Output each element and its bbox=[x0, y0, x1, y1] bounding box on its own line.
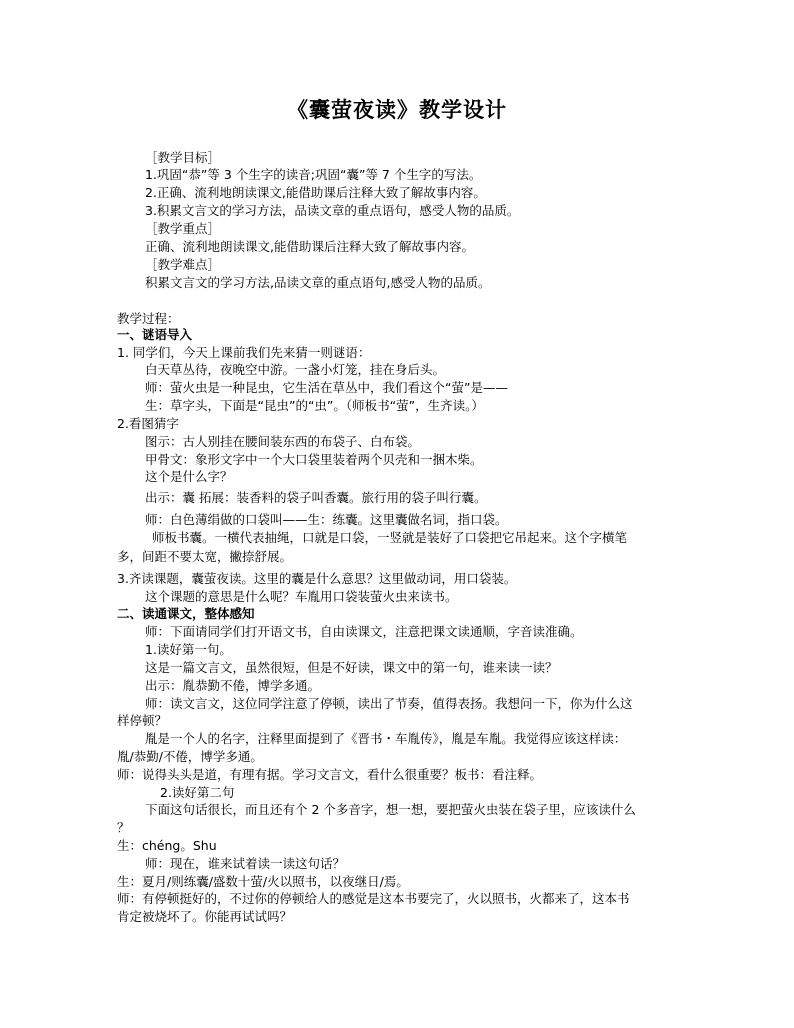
body-line: 师：说得头头是道，有理有据。学习文言文，看什么很重要？板书：看注释。 bbox=[117, 767, 543, 782]
objective-line-3: 3.积累文言文的学习方法，品读文章的重点语句，感受人物的品质。 bbox=[145, 203, 520, 218]
section-heading-riddle: 一、谜语导入 bbox=[117, 327, 193, 342]
body-line: 生：夏月/则练囊/盛数十萤/火以照书，以夜继日/焉。 bbox=[117, 874, 409, 889]
body-line: 这是一篇文言文，虽然很短，但是不好读，课文中的第一句，谁来读一读？ bbox=[145, 660, 558, 675]
body-line: 下面这句话很长，而且还有个 2 个多音字，想一想，要把萤火虫装在袋子里，应该读什么 bbox=[145, 802, 636, 817]
body-line: 师：白色薄绢做的口袋叫——生：练囊。这里囊做名词，指口袋。 bbox=[145, 512, 508, 527]
body-line: 胤是一个人的名字，注释里面提到了《晋书・车胤传》，胤是车胤。我觉得应该这样读： bbox=[145, 731, 627, 746]
body-line: 出示：囊 拓展：装香料的袋子叫香囊。旅行用的袋子叫行囊。 bbox=[145, 490, 487, 505]
body-line: 这个课题的意思是什么呢？车胤用口袋装萤火虫来读书。 bbox=[145, 589, 458, 604]
body-line: 师：萤火虫是一种昆虫，它生活在草丛中，我们看这个“萤”是—— bbox=[145, 380, 508, 395]
body-line: 3.齐读课题，囊萤夜读。这里的囊是什么意思？这里做动词，用口袋装。 bbox=[117, 571, 517, 586]
body-line: ？ bbox=[117, 820, 130, 835]
section-label-focus: ［教学重点］ bbox=[145, 221, 221, 236]
objective-line-1: 1.巩固“恭”等 3 个生字的读音;巩固“囊”等 7 个生字的写法。 bbox=[145, 167, 482, 182]
body-line: 肯定被烧坏了。你能再试试吗？ bbox=[117, 909, 293, 924]
body-line: 1. 同学们，今天上课前我们先来猜一则谜语： bbox=[117, 345, 371, 360]
body-line: 出示：胤恭勤不倦，博学多通。 bbox=[145, 678, 321, 693]
body-line: 生：草字头，下面是“昆虫”的“虫”。（师板书“萤”，生齐读。） bbox=[145, 398, 484, 413]
body-line: 图示：古人别挂在腰间装东西的布袋子、白布袋。 bbox=[145, 434, 421, 449]
objective-line-2: 2.正确、流利地朗读课文,能借助课后注释大致了解故事内容。 bbox=[145, 185, 486, 200]
body-line: 师：下面请同学们打开语文书，自由读课文，注意把课文读通顺，字音读准确。 bbox=[145, 624, 583, 639]
difficulty-line: 积累文言文的学习方法,品读文章的重点语句,感受人物的品质。 bbox=[145, 275, 491, 290]
process-heading: 教学过程： bbox=[117, 311, 180, 326]
body-line: 甲骨文：象形文字中一个大口袋里装着两个贝壳和一捆木柴。 bbox=[145, 452, 483, 467]
body-line: 胤/恭勤/不倦，博学多通。 bbox=[117, 749, 263, 764]
body-line: 师：读文言文，这位同学注意了停顿，读出了节奏，值得表扬。我想问一下，你为什么这 bbox=[145, 696, 633, 711]
body-line: 1.读好第一句。 bbox=[145, 642, 232, 657]
body-line: 师：现在，谁来试着读一读这句话？ bbox=[145, 856, 346, 871]
body-line: 白天草丛待，夜晚空中游。一盏小灯笼，挂在身后头。 bbox=[145, 362, 446, 377]
body-line: 这个是什么字？ bbox=[145, 469, 233, 484]
section-heading-reading: 二、读通课文，整体感知 bbox=[117, 606, 255, 621]
section-label-objectives: ［教学目标］ bbox=[145, 150, 221, 165]
body-line: 生：chéng。Shu bbox=[117, 838, 217, 853]
body-line: 2.读好第二句 bbox=[160, 785, 235, 800]
body-line: 多，间距不要太宽，撇捺舒展。 bbox=[117, 549, 293, 564]
body-line: 师：有停顿挺好的，不过你的停顿给人的感觉是这本书要完了，火以照书，火都来了，这本书 bbox=[117, 891, 630, 906]
page-title: 《囊萤夜读》教学设计 bbox=[287, 97, 507, 122]
body-line: 样停顿？ bbox=[117, 713, 168, 728]
section-label-difficulty: ［教学难点］ bbox=[145, 257, 221, 272]
body-line: 2.看图猜字 bbox=[117, 416, 179, 431]
body-line: 师板书囊。一横代表抽绳，口就是口袋，一竖就是装好了口袋把它吊起来。这个字横笔 bbox=[152, 530, 628, 545]
focus-line: 正确、流利地朗读课文,能借助课后注释大致了解故事内容。 bbox=[145, 239, 474, 254]
